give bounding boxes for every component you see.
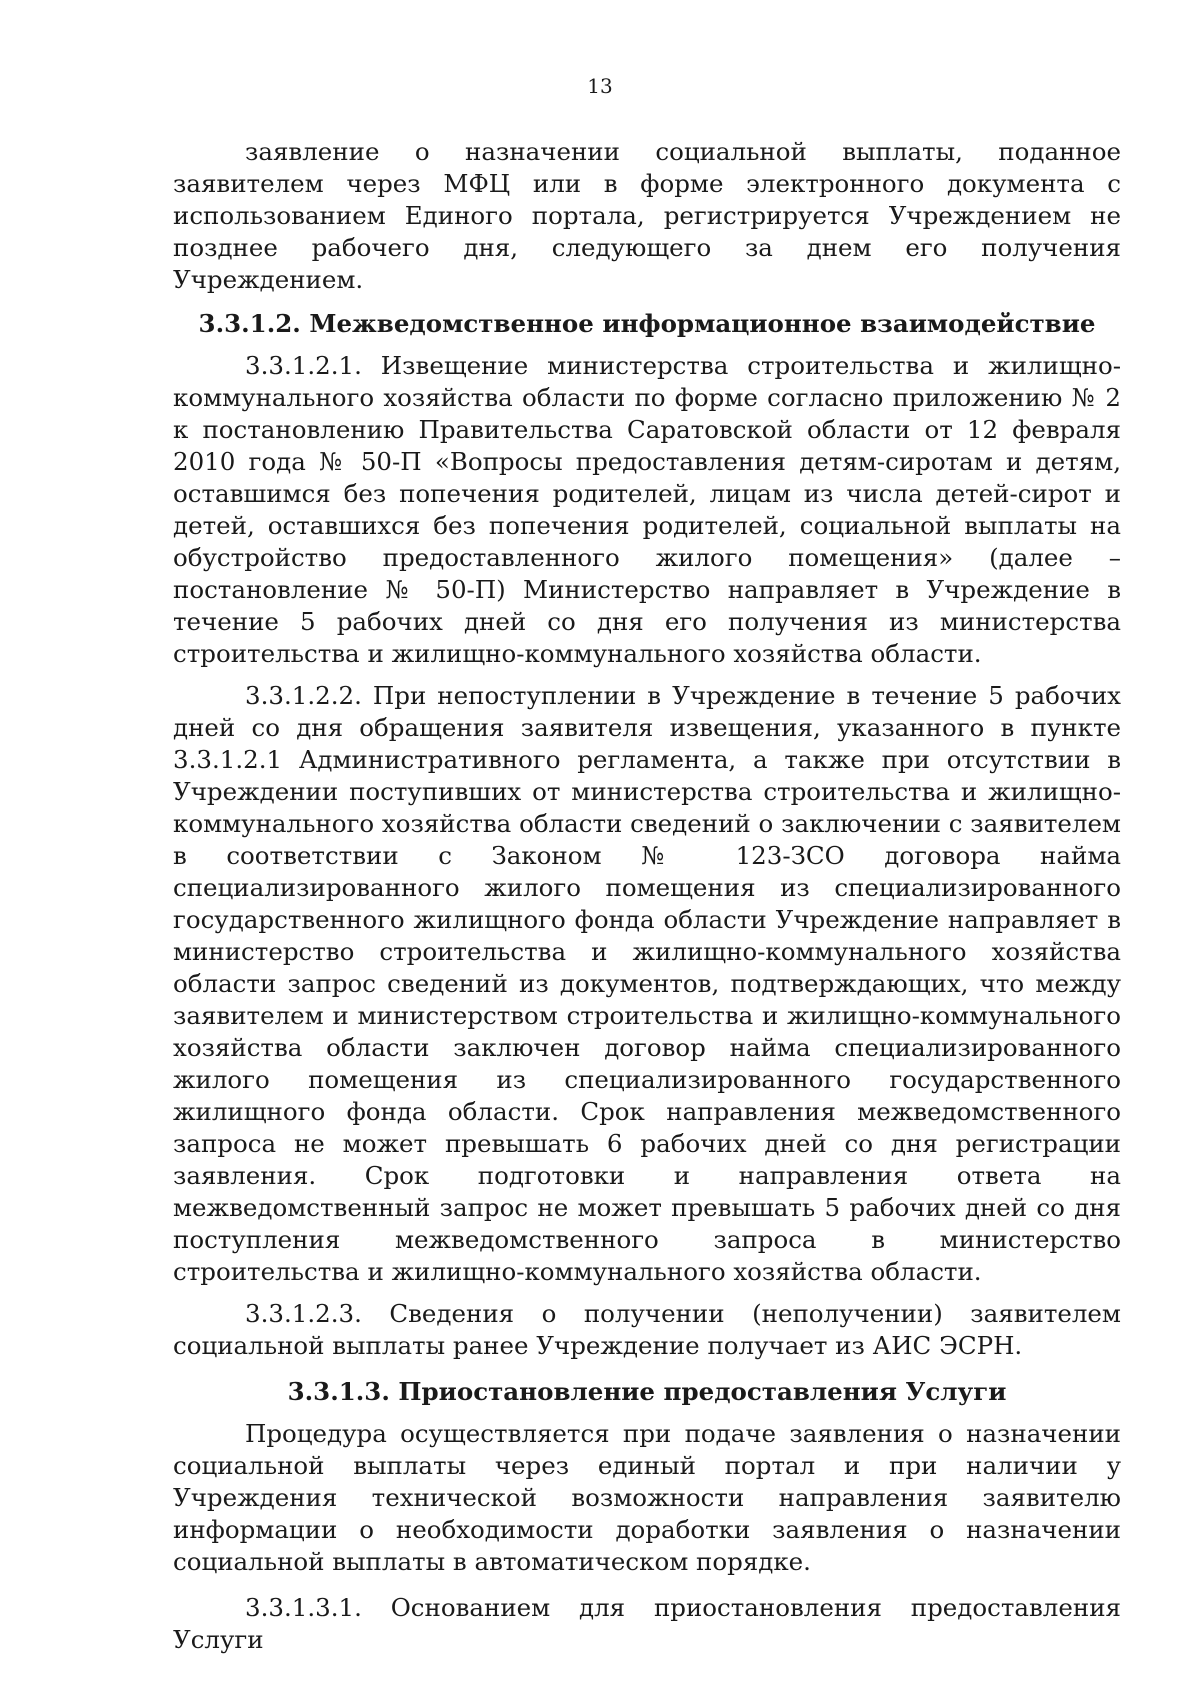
document-body bbox=[173, 136, 1121, 1656]
paragraph-3-3-1-2-2: 3.3.1.2.2. При непоступлении в Учреждение в течение 5 рабочих дней со дня обращения заявителя извещения, указанного в пункте 3.3.1.2.1 Административного регламента, а также при отсутствии в Учреждении поступивших от министерства строительства и жилищно-коммунального хозяйства области сведений о заключении с заявителем в соответствии с Законом № 123-ЗСО договора найма специализированного жилого помещения из специализированного государственного жилищного фонда области Учреждение направляет в министерство строительства и жилищно-коммунального хозяйства области запрос сведений из документов, подтверждающих, что между заявителем и министерством строительства и жилищно-коммунального хозяйства области заключен договор найма специализированного жилого помещения из специализированного государственного жилищного фонда области. Срок направления межведомственного запроса не может превышать 6 рабочих дней со дня регистрации заявления. Срок подготовки и направления ответа на межведомственный запрос не может превышать 5 рабочих дней со дня поступления межведомственного запроса в министерство строительства и жилищно-коммунального хозяйства области. bbox=[173, 681, 1121, 1286]
page-number: 13 bbox=[587, 74, 613, 98]
paragraph-procedure: Процедура осуществляется при подаче заявления о назначении социальной выплаты через единый портал и при наличии у Учреждения технической возможности направления заявителю информации о необходимости доработки заявления о назначении социальной выплаты в автоматическом порядке. bbox=[173, 1419, 1121, 1576]
paragraph-intro: заявление о назначении социальной выплаты, поданное заявителем через МФЦ или в форме электронного документа с использованием Единого портала, регистрируется Учреждением не позднее рабочего дня, следующего за днем его получения Учреждением. bbox=[173, 137, 1121, 294]
section-heading-suspension: 3.3.1.3. Приостановление предоставления Услуги bbox=[287, 1377, 1007, 1406]
paragraph-3-3-1-2-3: 3.3.1.2.3. Сведения о получении (неполучении) заявителем социальной выплаты ранее Учреждение получает из АИС ЭСРН. bbox=[173, 1299, 1121, 1360]
paragraph-3-3-1-2-1: 3.3.1.2.1. Извещение министерства строительства и жилищно-коммунального хозяйства области по форме согласно приложению № 2 к постановлению Правительства Саратовской области от 12 февраля 2010 года № 50-П «Вопросы предоставления детям-сиротам и детям, оставшимся без попечения родителей, лицам из числа детей-сирот и детей, оставшихся без попечения родителей, социальной выплаты на обустройство предоставленного жилого помещения» (далее – постановление № 50-П) Министерство направляет в Учреждение в течение 5 рабочих дней со дня его получения из министерства строительства и жилищно-коммунального хозяйства области. bbox=[173, 351, 1121, 668]
paragraph-3-3-1-3-1: 3.3.1.3.1. Основанием для приостановления предоставления Услуги bbox=[173, 1593, 1121, 1654]
section-heading-interagency: 3.3.1.2. Межведомственное информационное взаимодействие bbox=[198, 309, 1096, 338]
